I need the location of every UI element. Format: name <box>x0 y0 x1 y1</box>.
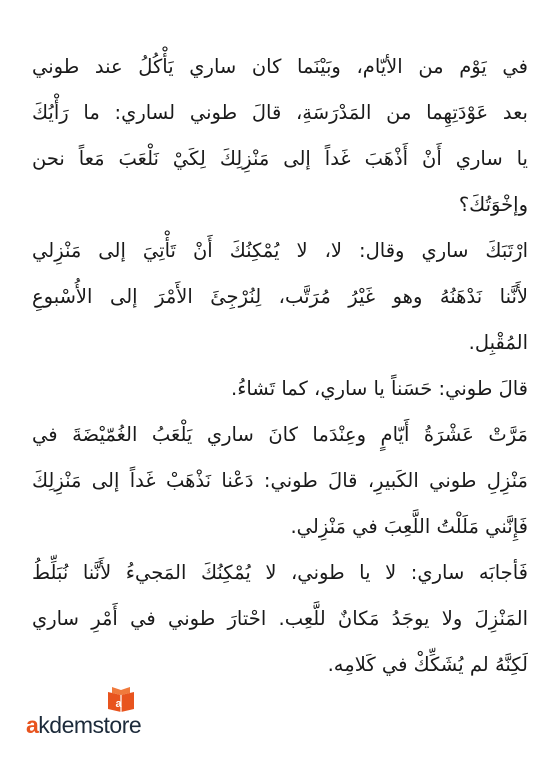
story-line: فَأجابَه ساري: لا يا طوني، لا يُمْكِنُكَ المَجيءُ لأَنَّنا نُبَلِّطُ <box>32 561 528 584</box>
story-line: وإخْوَتُكَ؟ <box>458 193 528 216</box>
wordmark-prefix: a <box>26 712 39 738</box>
story-line: لأَنَّنا نَدْهَنُهُ وهو غَيْرُ مُرَتَّب، لِنُرْجِئَ الأَمْرَ إلى الأُسْبوعِ <box>32 285 528 308</box>
wordmark-rest: kdemstore <box>38 712 142 738</box>
story-line: بعد عَوْدَتِهِما من المَدْرَسَةِ، قالَ طوني لساري: ما رَأْيُكَ <box>32 101 528 124</box>
story-text <box>32 44 528 688</box>
story-line: المُقْبِل. <box>468 331 528 354</box>
svg-text:a: a <box>115 698 122 710</box>
story-line: لَكِنَّهُ لم يُشَكِّكْ في كَلامِه. <box>327 653 528 676</box>
story-line: فَإِنَّني مَلَلْتُ اللَّعِبَ في مَنْزِلي. <box>290 515 528 538</box>
story-line: المَنْزِلَ ولا يوجَدُ مَكانٌ للَّعِب. احْتارَ طوني في أَمْرِ ساري <box>32 607 528 630</box>
story-line: في يَوْم من الأيّام، وبَيْنَما كان ساري يَأْكُلُ عند طوني <box>32 55 528 78</box>
book-logo-icon <box>106 686 136 712</box>
publisher-wordmark <box>26 712 141 739</box>
story-line: قالَ طوني: حَسَناً يا ساري، كما تَشاءُ. <box>231 377 528 400</box>
publisher-logo <box>26 686 206 746</box>
story-line: ارْتَبَكَ ساري وقال: لا، لا يُمْكِنُكَ أَنْ تَأْتِيَ إلى مَنْزِلي <box>32 239 528 262</box>
story-line: يا ساري أَنْ أَذْهَبَ غَداً إلى مَنْزِلِكَ لِكَيْ نَلْعَبَ مَعاً نحن <box>32 147 528 170</box>
story-line: مَرَّتْ عَشْرَةُ أَيّامٍ وعِنْدَما كانَ ساري يَلْعَبُ الغُمّيْضَةَ في <box>32 423 528 446</box>
story-line: مَنْزِلِ طوني الكَبيرِ، قالَ طوني: دَعْنا نَذْهَبْ غَداً إلى مَنْزِلِكَ <box>32 469 528 492</box>
